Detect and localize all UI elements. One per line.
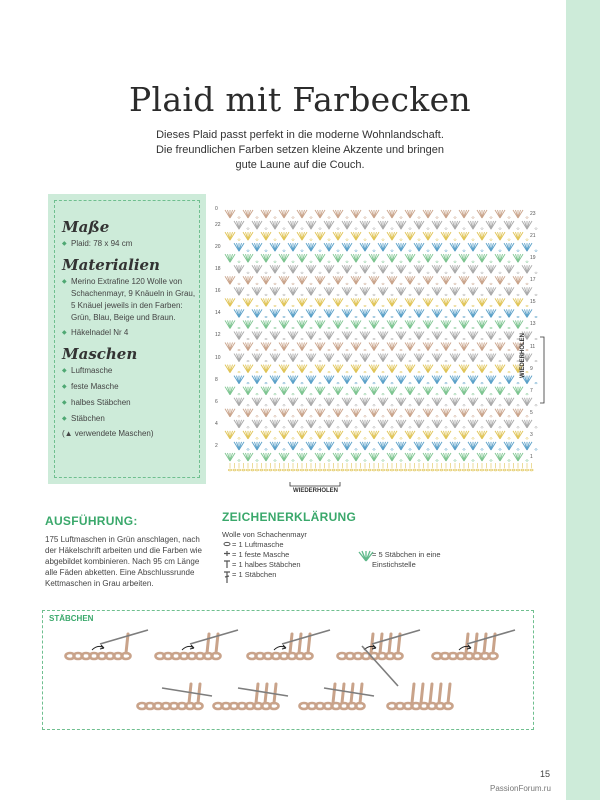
yarn-post [412, 684, 414, 703]
yarn-post [448, 684, 450, 703]
repeat-label-bottom: WIEDERHOLEN [293, 488, 338, 494]
chart-row-label: 3 [530, 431, 533, 438]
chart-row-label: 23 [530, 211, 536, 217]
yarn-post [299, 634, 301, 653]
crochet-hook [238, 688, 288, 696]
crochet-hook [324, 688, 374, 696]
direction-arrow [274, 645, 286, 650]
maschen-item: ◆ Stäbchen [62, 413, 198, 425]
crochet-hook [190, 630, 238, 644]
chart-row-label: 9 [530, 365, 533, 372]
legend-item: = 1 feste Masche [232, 550, 290, 559]
chart-row-label: 2 [215, 442, 218, 449]
chart-row-label: 18 [215, 266, 221, 273]
crochet-hook [162, 688, 212, 696]
yarn-post [333, 684, 335, 703]
yarn-post [380, 634, 382, 653]
direction-arrow [182, 645, 194, 650]
legend-item: = 1 Luftmasche [232, 540, 284, 549]
maschen-note: (▲ verwendete Maschen) [62, 429, 154, 438]
legend-item: = 1 Stäbchen [232, 570, 277, 579]
yarn-post [265, 684, 267, 703]
repeat-label-right: WIEDERHOLEN [520, 333, 526, 378]
legend-heading: ZEICHENERKLÄRUNG [222, 510, 357, 524]
yarn-post [351, 684, 353, 703]
chart-row-label: 7 [530, 387, 533, 394]
yarn-post [475, 634, 477, 653]
ausfuehrung-heading: AUSFÜHRUNG: [45, 514, 138, 528]
legend-brand: Wolle von Schachenmayr [222, 530, 307, 539]
chart-row-label: 17 [530, 277, 536, 284]
single-crochet-icon [224, 551, 230, 556]
crochet-hook [100, 630, 148, 644]
chart-row-label: 19 [530, 255, 536, 262]
chart-row-label: 21 [530, 233, 536, 240]
watermark: PassionForum.ru [490, 784, 551, 793]
yarn-post [389, 634, 391, 653]
chart-row-label: 8 [215, 376, 218, 383]
chart-row-label: 6 [215, 398, 218, 405]
legend-item: = 1 halbes Stäbchen [232, 560, 301, 569]
chart-row-label: 1 [530, 453, 533, 460]
double-crochet-icon [224, 572, 230, 583]
yarn-post [290, 634, 292, 653]
chart-row-label: 11 [530, 343, 536, 350]
chart-row-label: 15 [530, 299, 536, 306]
legend-cluster-item: = 5 Stäbchen in eine Einstichstelle [372, 550, 441, 569]
maschen-item: ◆ Luftmasche [62, 365, 198, 377]
chart-row-label: 22 [215, 222, 221, 228]
crochet-hook [372, 630, 420, 644]
crochet-hook [282, 630, 330, 644]
maschen-item: ◆ halbes Stäbchen [62, 397, 198, 409]
masse-title: Maße [62, 218, 110, 236]
yarn-post [256, 684, 258, 703]
chart-row-label: 20 [215, 244, 221, 251]
chart-row-label: 4 [215, 420, 218, 427]
chart-top-left-label: 0 [215, 206, 218, 212]
chart-row-label: 12 [215, 332, 221, 339]
yarn-post [484, 634, 486, 653]
direction-arrow [92, 645, 104, 650]
yarn-post [189, 684, 191, 703]
chart-row-label: 5 [530, 409, 533, 416]
maschen-item: ◆ feste Masche [62, 381, 198, 393]
yarn-post [207, 634, 209, 653]
steps-heading: STÄBCHEN [49, 614, 94, 623]
chart-row-label: 10 [215, 354, 221, 361]
materialien-item: ◆ Häkelnadel Nr 4 [62, 327, 198, 339]
yarn-post [342, 684, 344, 703]
crochet-hook [467, 630, 515, 644]
page-number: 15 [540, 769, 551, 779]
materialien-item: ◆ Merino Extrafine 120 Wolle von Schachenmayr, 9 Knäueln in Grau, 5 Knäuel jeweils in den Farben: Grün, Blau, Beige und Braun. [62, 276, 198, 324]
masse-item: ◆ Plaid: 78 x 94 cm [62, 238, 198, 250]
half-double-crochet-icon [224, 561, 230, 568]
stitch-illustrations [42, 620, 532, 725]
intro-text: Dieses Plaid passt perfekt in die moderne Wohnlandschaft. Die freundlichen Farben setzen kleine Akzente und bringen gute Laune auf die Couch. [155, 129, 445, 171]
page-title: Plaid mit Farbecken [129, 80, 471, 119]
chain-stitch-icon [224, 542, 230, 545]
yarn-post [421, 684, 423, 703]
yarn-post [439, 684, 441, 703]
ausfuehrung-text: 175 Luftmaschen in Grün anschlagen, nach der Häkelschrift arbeiten und die Farben wie abgebildet kombinieren. Nach 95 cm Länge alle Fäden abketten. Eine Abschlussrunde Kettmaschen in Grau arbeiten. [45, 535, 202, 588]
chart-row-label: 13 [530, 321, 536, 328]
materialien-title: Materialien [62, 256, 160, 274]
chart-row-label: 16 [215, 288, 221, 295]
yarn-post [430, 684, 432, 703]
chart-row-label: 14 [215, 310, 221, 317]
maschen-title: Maschen [62, 345, 138, 363]
